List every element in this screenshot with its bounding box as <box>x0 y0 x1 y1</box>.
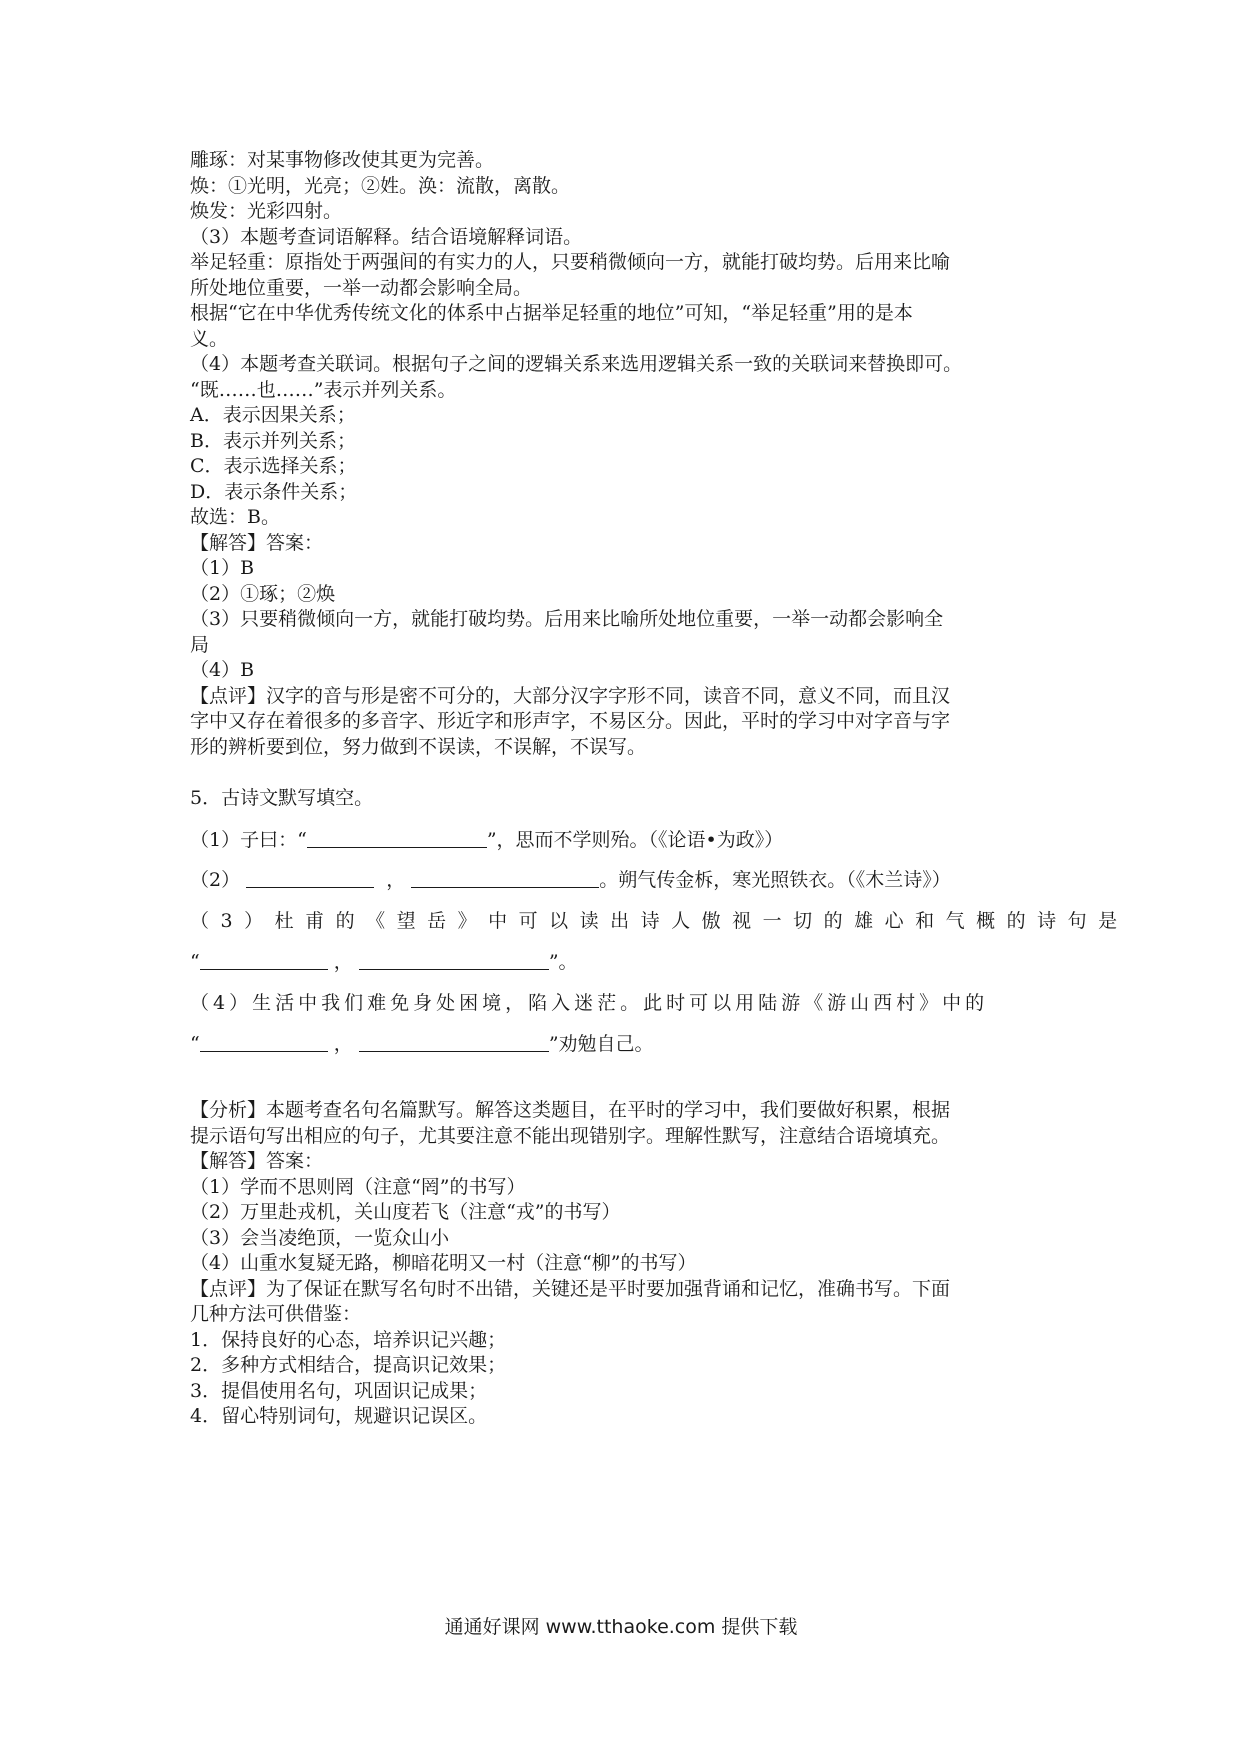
fill-text: （1）子曰：“ <box>190 829 307 851</box>
fill-text: ”，思而不学则殆。（《论语•为政》） <box>486 829 784 851</box>
fill-item-1 <box>190 820 1070 860</box>
analysis-line: 提示语句写出相应的句子，尤其要注意不能出现错别字。理解性默写，注意结合语境填充。 <box>190 1124 951 1147</box>
answer-line: （4）山重水复疑无路，柳暗花明又一村（注意“柳”的书写） <box>190 1252 697 1274</box>
text-line: 根据“它在中华优秀传统文化的体系中占据举足轻重的地位”可知，“举足轻重”用的是本 <box>190 302 913 324</box>
text-line: 所处地位重要，一举一动都会影响全局。 <box>190 276 533 299</box>
text-line: （3）本题考查词语解释。结合语境解释词语。 <box>190 225 583 248</box>
text-line: 义。 <box>190 327 229 350</box>
text-line: 举足轻重：原指处于两强间的有实力的人，只要稍微倾向一方，就能打破均势。后用来比喻 <box>190 251 951 273</box>
analysis-line: 【分析】本题考查名句名篇默写。解答这类题目，在平时的学习中，我们要做好积累，根据 <box>190 1099 951 1121</box>
answer-line: （2）①琢；②焕 <box>190 582 336 605</box>
list-item: 1．保持良好的心态，培养识记兴趣； <box>190 1328 507 1351</box>
document-page <box>190 148 1129 1430</box>
fill-text: ， <box>386 869 406 891</box>
fill-text: （3）杜甫的《望岳》中可以读出诗人傲视一切的雄心和气概的诗句是 <box>190 910 1129 932</box>
answer-blank[interactable] <box>411 865 599 888</box>
answer-line: （4）B <box>190 659 255 681</box>
fill-text: “ <box>190 951 200 973</box>
answer-heading: 【解答】答案： <box>190 531 324 554</box>
fill-text: ， <box>333 951 353 973</box>
answer-blank[interactable] <box>359 1029 549 1052</box>
option-line: D．表示条件关系； <box>190 480 358 503</box>
option-line: A．表示因果关系； <box>190 404 356 426</box>
answer-line: （3）会当凌绝顶，一览众山小 <box>190 1226 450 1249</box>
fill-text: （4）生活中我们难免身处困境，陷入迷茫。此时可以用陆游《游山西村》中的 <box>190 992 989 1014</box>
fill-item-4-blanks <box>190 1024 1070 1064</box>
answer-line: （2）万里赴戎机，关山度若飞（注意“戎”的书写） <box>190 1201 621 1223</box>
answer-line: （1）B <box>190 557 255 579</box>
explanation-block <box>190 148 1070 760</box>
analysis-block <box>190 1098 1070 1430</box>
list-item: 2．多种方式相结合，提高识记效果； <box>190 1354 507 1376</box>
question-title: 5．古诗文默写填空。 <box>190 787 374 809</box>
text-line: 雕琢：对某事物修改使其更为完善。 <box>190 149 495 171</box>
answer-blank[interactable] <box>200 1029 328 1052</box>
fill-item-2 <box>190 860 1070 900</box>
question-5 <box>190 786 1129 1064</box>
comment-line: 形的辨析要到位，努力做到不误读，不误解，不误写。 <box>190 735 647 758</box>
list-item: 3．提倡使用名句，巩固识记成果； <box>190 1379 488 1402</box>
fill-text: “ <box>190 1033 200 1055</box>
answer-blank[interactable] <box>359 947 549 970</box>
answer-blank[interactable] <box>307 825 487 848</box>
fill-text: ， <box>333 1033 353 1055</box>
comment-line: 字中又存在着很多的多音字、形近字和形声字，不易区分。因此，平时的学习中对字音与字 <box>190 710 951 732</box>
fill-text: 。朔气传金柝，寒光照铁衣。（《木兰诗》） <box>599 869 951 891</box>
answer-line: （3）只要稍微倾向一方，就能打破均势。后用来比喻所处地位重要，一举一动都会影响全 <box>190 608 944 630</box>
list-item: 4．留心特别词句，规避识记误区。 <box>190 1405 488 1427</box>
answer-heading: 【解答】答案： <box>190 1150 324 1172</box>
option-line: B．表示并列关系； <box>190 429 356 452</box>
answer-line: 局 <box>190 633 210 656</box>
answer-line: （1）学而不思则罔（注意“罔”的书写） <box>190 1175 526 1198</box>
comment-line: 几种方法可供借鉴： <box>190 1303 362 1325</box>
answer-blank[interactable] <box>246 865 374 888</box>
text-line: （4）本题考查关联词。根据句子之间的逻辑关系来选用逻辑关系一致的关联词来替换即可。 <box>190 353 963 375</box>
answer-blank[interactable] <box>200 947 328 970</box>
fill-item-3-blanks <box>190 942 1070 982</box>
fill-item-4 <box>190 982 1070 1024</box>
comment-line: 【点评】为了保证在默写名句时不出错，关键还是平时要加强背诵和记忆，准确书写。下面 <box>190 1277 951 1300</box>
text-line: 焕发：光彩四射。 <box>190 200 343 222</box>
fill-text: ”劝勉自己。 <box>548 1033 654 1055</box>
fill-text: （2） <box>190 869 241 891</box>
text-line: 焕：①光明，光亮；②姓。涣：流散，离散。 <box>190 174 571 197</box>
text-line: 故选：B。 <box>190 506 280 528</box>
fill-item-3 <box>190 900 1129 942</box>
comment-line: 【点评】汉字的音与形是密不可分的，大部分汉字字形不同，读音不同，意义不同，而且汉 <box>190 684 951 707</box>
option-line: C．表示选择关系； <box>190 455 357 477</box>
text-line: “既……也……”表示并列关系。 <box>190 378 457 401</box>
fill-text: ”。 <box>548 951 578 973</box>
page-footer: 通通好课网 www.tthaoke.com 提供下载 <box>444 1616 798 1638</box>
